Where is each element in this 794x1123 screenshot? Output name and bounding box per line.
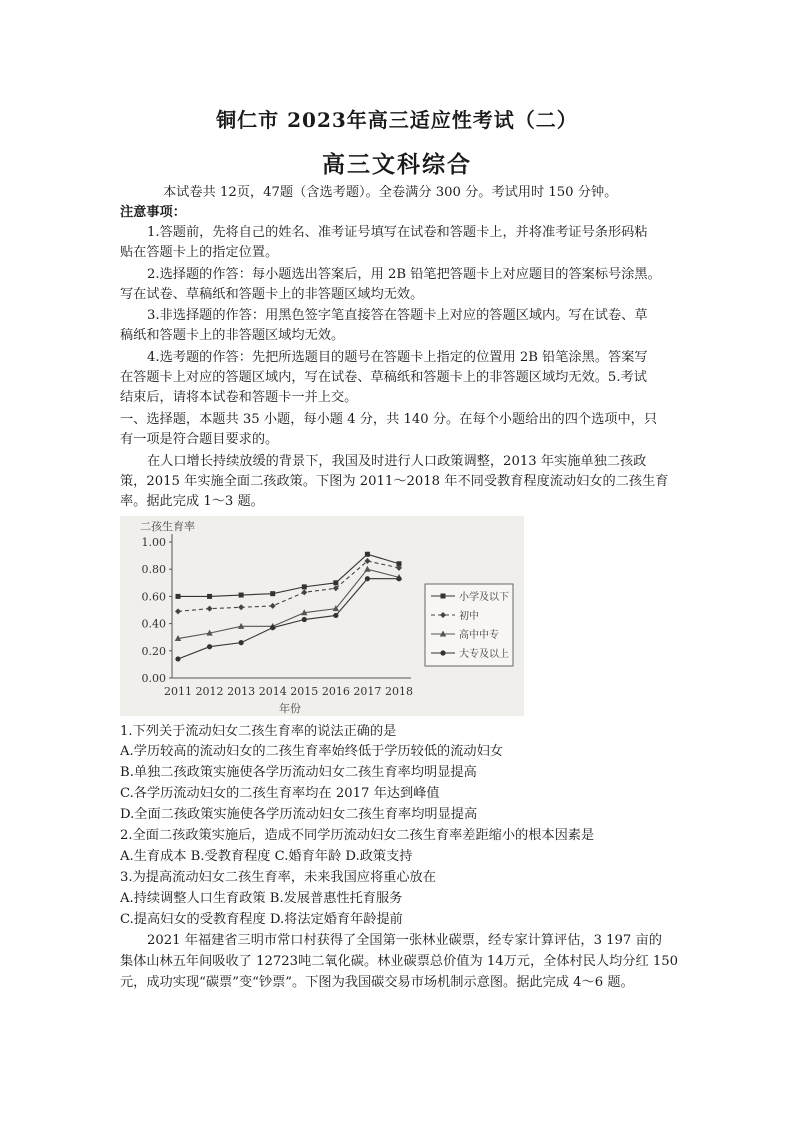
data-point — [333, 613, 338, 618]
data-point — [301, 589, 307, 595]
legend-swatch-marker — [441, 594, 446, 599]
question-option: C.提高妇女的受教育程度 D.将法定婚育年龄提前 — [120, 912, 403, 927]
passage-line: 率。据此完成 1～3 题。 — [120, 494, 264, 509]
question-option: C.各学历流动妇女的二孩生育率均在 2017 年达到峰值 — [120, 786, 440, 801]
passage-line: 集体山林五年间吸收了 12723吨二氧化碳。林业碳票总价值为 14万元，全体村民人均分红 150 — [120, 954, 679, 969]
section-heading: 一、选择题，本题共 35 小题，每小题 4 分，共 140 分。在每个小题给出的四个选项中，只 — [120, 412, 658, 427]
data-point — [333, 580, 338, 585]
question-line: 3.为提高流动妇女二孩生育率，未来我国应将重心放在 — [120, 870, 436, 885]
x-tick-label: 2013 — [227, 685, 256, 698]
y-tick-label: 0.80 — [141, 563, 166, 577]
x-tick-label: 2016 — [321, 685, 350, 698]
data-point — [396, 576, 401, 581]
data-point — [270, 591, 275, 596]
data-point — [270, 625, 275, 630]
legend-swatch-marker — [440, 650, 445, 655]
x-tick-label: 2014 — [258, 685, 287, 698]
question-option: A.学历较高的流动妇女的二孩生育率始终低于学历较低的流动妇女 — [120, 744, 503, 759]
fertility-chart-svg — [120, 516, 524, 716]
x-tick-label: 2018 — [385, 685, 413, 698]
y-tick-label: 1.00 — [141, 536, 166, 549]
y-tick-label: 0.20 — [141, 644, 166, 658]
question-option: D.全面二孩政策实施使各学历流动妇女二孩生育率均明显提高 — [120, 807, 478, 822]
legend-label: 初中 — [459, 611, 479, 622]
data-point — [364, 566, 370, 572]
passage-line: 元，成功实现“碳票”变“钞票”。下图为我国碳交易市场机制示意图。据此完成 4～6 题。 — [120, 975, 634, 990]
legend-label: 大专及以上 — [459, 649, 509, 660]
data-point — [175, 608, 181, 614]
notice-line: 1.答题前，先将自己的姓名、准考证号填写在试卷和答题卡上，并将准考证号条形码粘 — [147, 225, 648, 240]
intro-text: 本试卷共 12页，47题（含选考题）。全卷满分 300 分。考试用时 150 分钟。 — [163, 185, 618, 200]
notice-line: 4.选考题的作答：先把所选题目的题号在答题卡上指定的位置用 2B 铅笔涂黑。答案写 — [147, 350, 648, 365]
data-point — [365, 576, 370, 581]
exam-subject: 高三文科综合 — [322, 151, 472, 178]
data-point — [239, 640, 244, 645]
x-tick-label: 2017 — [353, 685, 382, 698]
y-tick-label: 0.40 — [141, 617, 166, 631]
notice-line: 3.非选择题的作答：用黑色签字笔直接答在答题卡上对应的答题区域内。写在试卷、草 — [147, 308, 648, 323]
data-point — [239, 593, 244, 598]
question-option: A.持续调整人口生育政策 B.发展普惠性托育服务 — [120, 891, 403, 906]
data-point — [207, 644, 212, 649]
data-point — [207, 594, 212, 599]
notice-line: 稿纸和答题卡上的非答题区域均无效。 — [120, 328, 345, 343]
data-point — [175, 656, 180, 661]
series-line-1 — [178, 561, 399, 611]
passage-line: 策，2015 年实施全面二孩政策。下图为 2011～2018 年不同受教育程度流动妇女的二孩生育 — [120, 474, 669, 489]
passage-line: 在人口增长持续放缓的背景下，我国及时进行人口政策调整，2013 年实施单独二孩政 — [147, 454, 647, 469]
data-point — [176, 594, 181, 599]
x-tick-label: 2011 — [164, 685, 192, 698]
x-tick-label: 2012 — [195, 685, 224, 698]
legend-label: 高中中专 — [459, 630, 499, 641]
data-point — [270, 603, 276, 609]
notice-line: 贴在答题卡上的指定位置。 — [120, 245, 279, 260]
x-axis-label: 年份 — [279, 702, 301, 715]
y-tick-label: 0.00 — [141, 672, 166, 685]
question-line: 2.全面二孩政策实施后，造成不同学历流动妇女二孩生育率差距缩小的根本因素是 — [120, 828, 595, 843]
notice-heading: 注意事项： — [120, 205, 186, 220]
notice-line: 2.选择题的作答：每小题选出答案后，用 2B 铅笔把答题卡上对应题目的答案标号涂黑。 — [147, 267, 661, 282]
data-point — [302, 617, 307, 622]
exam-title: 铜仁市 2023年高三适应性考试（二） — [216, 108, 578, 132]
data-point — [302, 584, 307, 589]
passage-line: 2021 年福建省三明市常口村获得了全国第一张林业碳票，经专家计算评估，3 197 亩的 — [147, 933, 662, 948]
legend-label: 小学及以下 — [459, 592, 509, 603]
fertility-chart — [120, 516, 524, 716]
notice-line: 结束后，请将本试卷和答题卡一并上交。 — [120, 390, 358, 405]
y-axis-label: 二孩生育率 — [140, 520, 195, 533]
notice-line: 在答题卡上对应的答题区域内，写在试卷、草稿纸和答题卡上的非答题区域均无效。5.考试 — [120, 370, 647, 385]
y-tick-label: 0.60 — [141, 590, 166, 604]
data-point — [207, 606, 213, 612]
notice-line: 写在试卷、草稿纸和答题卡上的非答题区域均无效。 — [120, 287, 424, 302]
question-option: A.生育成本 B.受教育程度 C.婚育年龄 D.政策支持 — [120, 849, 413, 864]
x-tick-label: 2015 — [290, 685, 319, 698]
data-point — [365, 552, 370, 557]
data-point — [238, 604, 244, 610]
question-line: 1.下列关于流动妇女二孩生育率的说法正确的是 — [120, 724, 397, 739]
section-heading: 有一项是符合题目要求的。 — [120, 432, 279, 447]
question-option: B.单独二孩政策实施使各学历流动妇女二孩生育率均明显提高 — [120, 765, 477, 780]
